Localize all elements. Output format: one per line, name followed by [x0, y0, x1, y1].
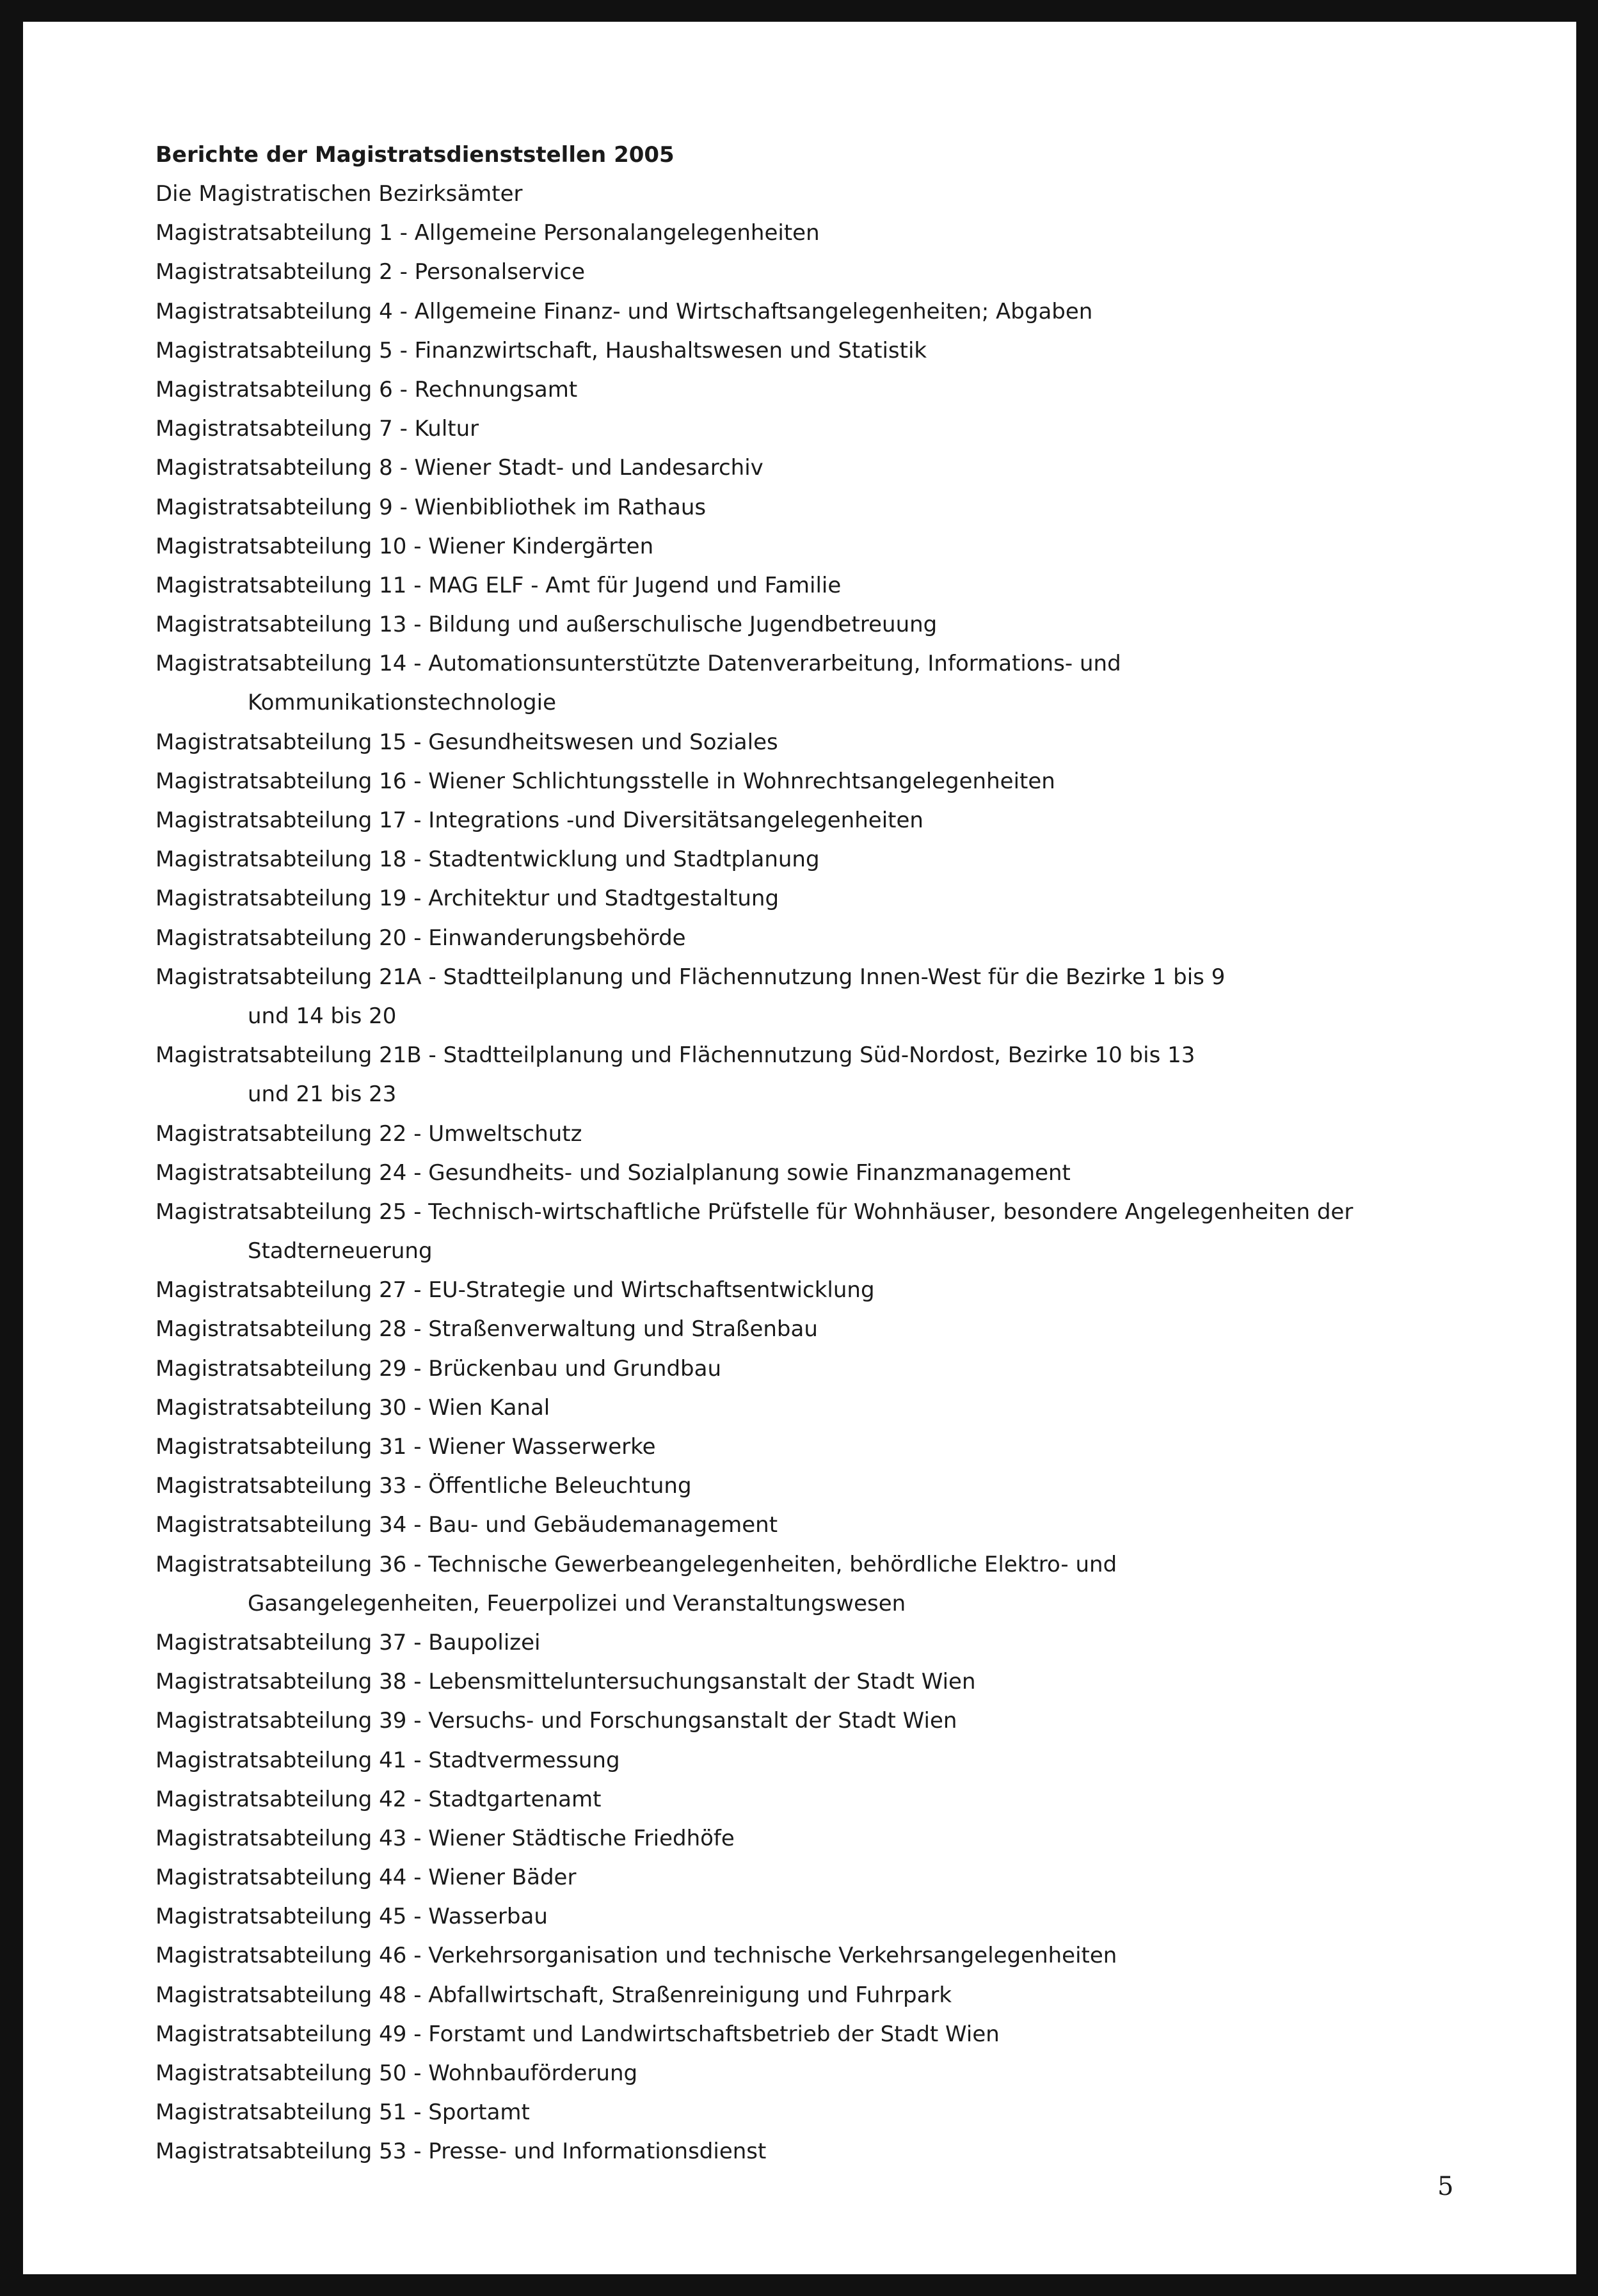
list-item: Magistratsabteilung 34 - Bau- und Gebäudemanagement [156, 1512, 778, 1538]
list-item: Magistratsabteilung 11 - MAG ELF - Amt für Jugend und Familie [156, 572, 842, 598]
list-item: Magistratsabteilung 42 - Stadtgartenamt [156, 1786, 602, 1812]
list-item: Magistratsabteilung 16 - Wiener Schlichtungsstelle in Wohnrechtsangelegenheiten [156, 768, 1055, 794]
list-item: Magistratsabteilung 21A - Stadtteilplanung und Flächennutzung Innen-West für die Bezirke 1 bis 9 [156, 964, 1226, 990]
list-item: Magistratsabteilung 53 - Presse- und Informationsdienst [156, 2139, 767, 2165]
document-content [156, 136, 1435, 2172]
list-item: Magistratsabteilung 5 - Finanzwirtschaft, Haushaltswesen und Statistik [156, 337, 927, 363]
list-item-continuation: Kommunikationstechnologie [248, 690, 556, 716]
list-item: Magistratsabteilung 39 - Versuchs- und Forschungsanstalt der Stadt Wien [156, 1708, 957, 1734]
list-item: Magistratsabteilung 14 - Automationsunterstützte Datenverarbeitung, Informations- und [156, 651, 1121, 677]
list-item: Magistratsabteilung 9 - Wienbibliothek im Rathaus [156, 494, 707, 520]
list-item-continuation: und 14 bis 20 [248, 1003, 397, 1029]
document-page [23, 22, 1576, 2274]
list-item: Magistratsabteilung 31 - Wiener Wasserwerke [156, 1434, 656, 1460]
list-item: Magistratsabteilung 44 - Wiener Bäder [156, 1865, 577, 1891]
list-item: Magistratsabteilung 17 - Integrations -und Diversitätsangelegenheiten [156, 808, 923, 833]
list-item: Magistratsabteilung 50 - Wohnbauförderung [156, 2061, 638, 2086]
list-item: Magistratsabteilung 18 - Stadtentwicklung und Stadtplanung [156, 847, 820, 873]
list-item: Magistratsabteilung 29 - Brückenbau und Grundbau [156, 1355, 722, 1382]
list-item: Magistratsabteilung 25 - Technisch-wirtschaftliche Prüfstelle für Wohnhäuser, besondere Angelegenheiten der [156, 1199, 1354, 1225]
list-item-continuation: und 21 bis 23 [248, 1081, 397, 1108]
list-item: Magistratsabteilung 10 - Wiener Kindergärten [156, 533, 654, 559]
list-item: Magistratsabteilung 51 - Sportamt [156, 2100, 530, 2126]
list-item: Magistratsabteilung 2 - Personalservice [156, 259, 585, 285]
list-item: Magistratsabteilung 48 - Abfallwirtschaft, Straßenreinigung und Fuhrpark [156, 1982, 952, 2008]
list-item: Magistratsabteilung 15 - Gesundheitswesen und Soziales [156, 729, 778, 755]
list-item: Magistratsabteilung 8 - Wiener Stadt- und Landesarchiv [156, 455, 763, 481]
list-item: Magistratsabteilung 27 - EU-Strategie und Wirtschaftsentwicklung [156, 1277, 875, 1303]
list-item: Magistratsabteilung 45 - Wasserbau [156, 1904, 548, 1930]
list-item: Magistratsabteilung 21B - Stadtteilplanung und Flächennutzung Süd-Nordost, Bezirke 10 bis 13 [156, 1042, 1195, 1069]
list-item: Magistratsabteilung 20 - Einwanderungsbehörde [156, 925, 686, 951]
list-item: Magistratsabteilung 19 - Architektur und Stadtgestaltung [156, 886, 779, 912]
list-item: Magistratsabteilung 28 - Straßenverwaltung und Straßenbau [156, 1316, 818, 1343]
list-item: Magistratsabteilung 22 - Umweltschutz [156, 1120, 582, 1147]
list-item: Die Magistratischen Bezirksämter [156, 181, 523, 207]
list-item: Magistratsabteilung 7 - Kultur [156, 416, 479, 442]
list-item: Magistratsabteilung 24 - Gesundheits- und Sozialplanung sowie Finanzmanagement [156, 1160, 1071, 1186]
list-item: Magistratsabteilung 37 - Baupolizei [156, 1629, 541, 1655]
document-title: Berichte der Magistratsdienststellen 2005 [156, 142, 675, 168]
list-item: Magistratsabteilung 43 - Wiener Städtische Friedhöfe [156, 1825, 735, 1851]
list-item-continuation: Gasangelegenheiten, Feuerpolizei und Veranstaltungswesen [248, 1590, 906, 1616]
list-item: Magistratsabteilung 1 - Allgemeine Personalangelegenheiten [156, 220, 820, 246]
list-item: Magistratsabteilung 13 - Bildung und außerschulische Jugendbetreuung [156, 612, 938, 638]
page-number: 5 [1437, 2172, 1454, 2201]
list-item-continuation: Stadterneuerung [248, 1238, 433, 1264]
list-item: Magistratsabteilung 6 - Rechnungsamt [156, 376, 578, 403]
list-item: Magistratsabteilung 46 - Verkehrsorganisation und technische Verkehrsangelegenheiten [156, 1943, 1117, 1969]
list-item: Magistratsabteilung 41 - Stadtvermessung [156, 1747, 620, 1773]
list-item: Magistratsabteilung 49 - Forstamt und Landwirtschaftsbetrieb der Stadt Wien [156, 2021, 1000, 2047]
list-item: Magistratsabteilung 33 - Öffentliche Beleuchtung [156, 1473, 692, 1499]
list-item: Magistratsabteilung 30 - Wien Kanal [156, 1394, 550, 1421]
list-item: Magistratsabteilung 38 - Lebensmitteluntersuchungsanstalt der Stadt Wien [156, 1669, 976, 1695]
list-item: Magistratsabteilung 4 - Allgemeine Finanz- und Wirtschaftsangelegenheiten; Abgaben [156, 298, 1093, 324]
list-item: Magistratsabteilung 36 - Technische Gewerbeangelegenheiten, behördliche Elektro- und [156, 1551, 1117, 1577]
